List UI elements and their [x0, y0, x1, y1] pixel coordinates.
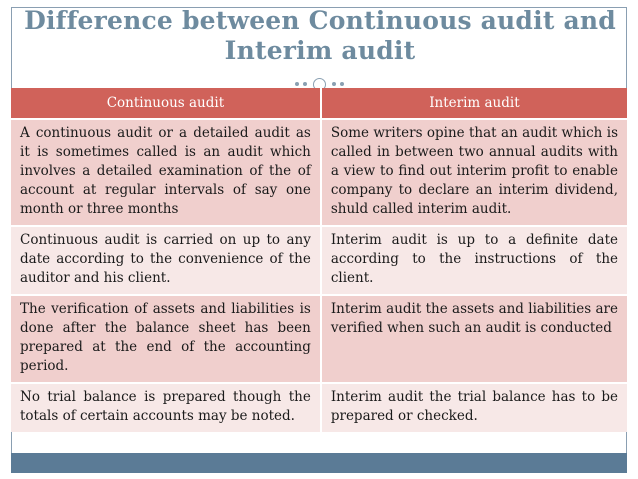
table-cell: Continuous audit is carried on up to any date according to the convenience of the auditor and his client.: [11, 226, 321, 295]
table-cell: A continuous audit or a detailed audit as it is sometimes called is an audit which involves a detailed examination of the of account at regular intervals of say one month or three months: [11, 119, 321, 226]
table-cell: Some writers opine that an audit which is called in between two annual audits with a view to find out interim profit to enable company to declare an interim dividend, shuld called interim audit.: [321, 119, 627, 226]
table-cell: The verification of assets and liabilities is done after the balance sheet has been prepared at the end of the accounting period.: [11, 295, 321, 383]
slide-title: Difference between Continuous audit and Interim audit: [24, 6, 616, 65]
comparison-table: [11, 88, 627, 432]
table-row: [11, 119, 627, 226]
table-row: [11, 295, 627, 383]
header-continuous-audit: Continuous audit: [11, 88, 321, 119]
divider-dot: [340, 82, 344, 86]
table-cell: Interim audit is up to a definite date according to the instructions of the client.: [321, 226, 627, 295]
divider-dot: [295, 82, 299, 86]
table-row: [11, 226, 627, 295]
divider-dot: [332, 82, 336, 86]
header-interim-audit: Interim audit: [321, 88, 627, 119]
slide-bottom-bar: [11, 453, 627, 473]
table-cell: Interim audit the assets and liabilities are verified when such an audit is conducted: [321, 295, 627, 383]
table-header-row: [11, 88, 627, 119]
table-cell: No trial balance is prepared though the totals of certain accounts may be noted.: [11, 383, 321, 432]
table-row: [11, 383, 627, 432]
divider-dot: [303, 82, 307, 86]
table-cell: Interim audit the trial balance has to be prepared or checked.: [321, 383, 627, 432]
